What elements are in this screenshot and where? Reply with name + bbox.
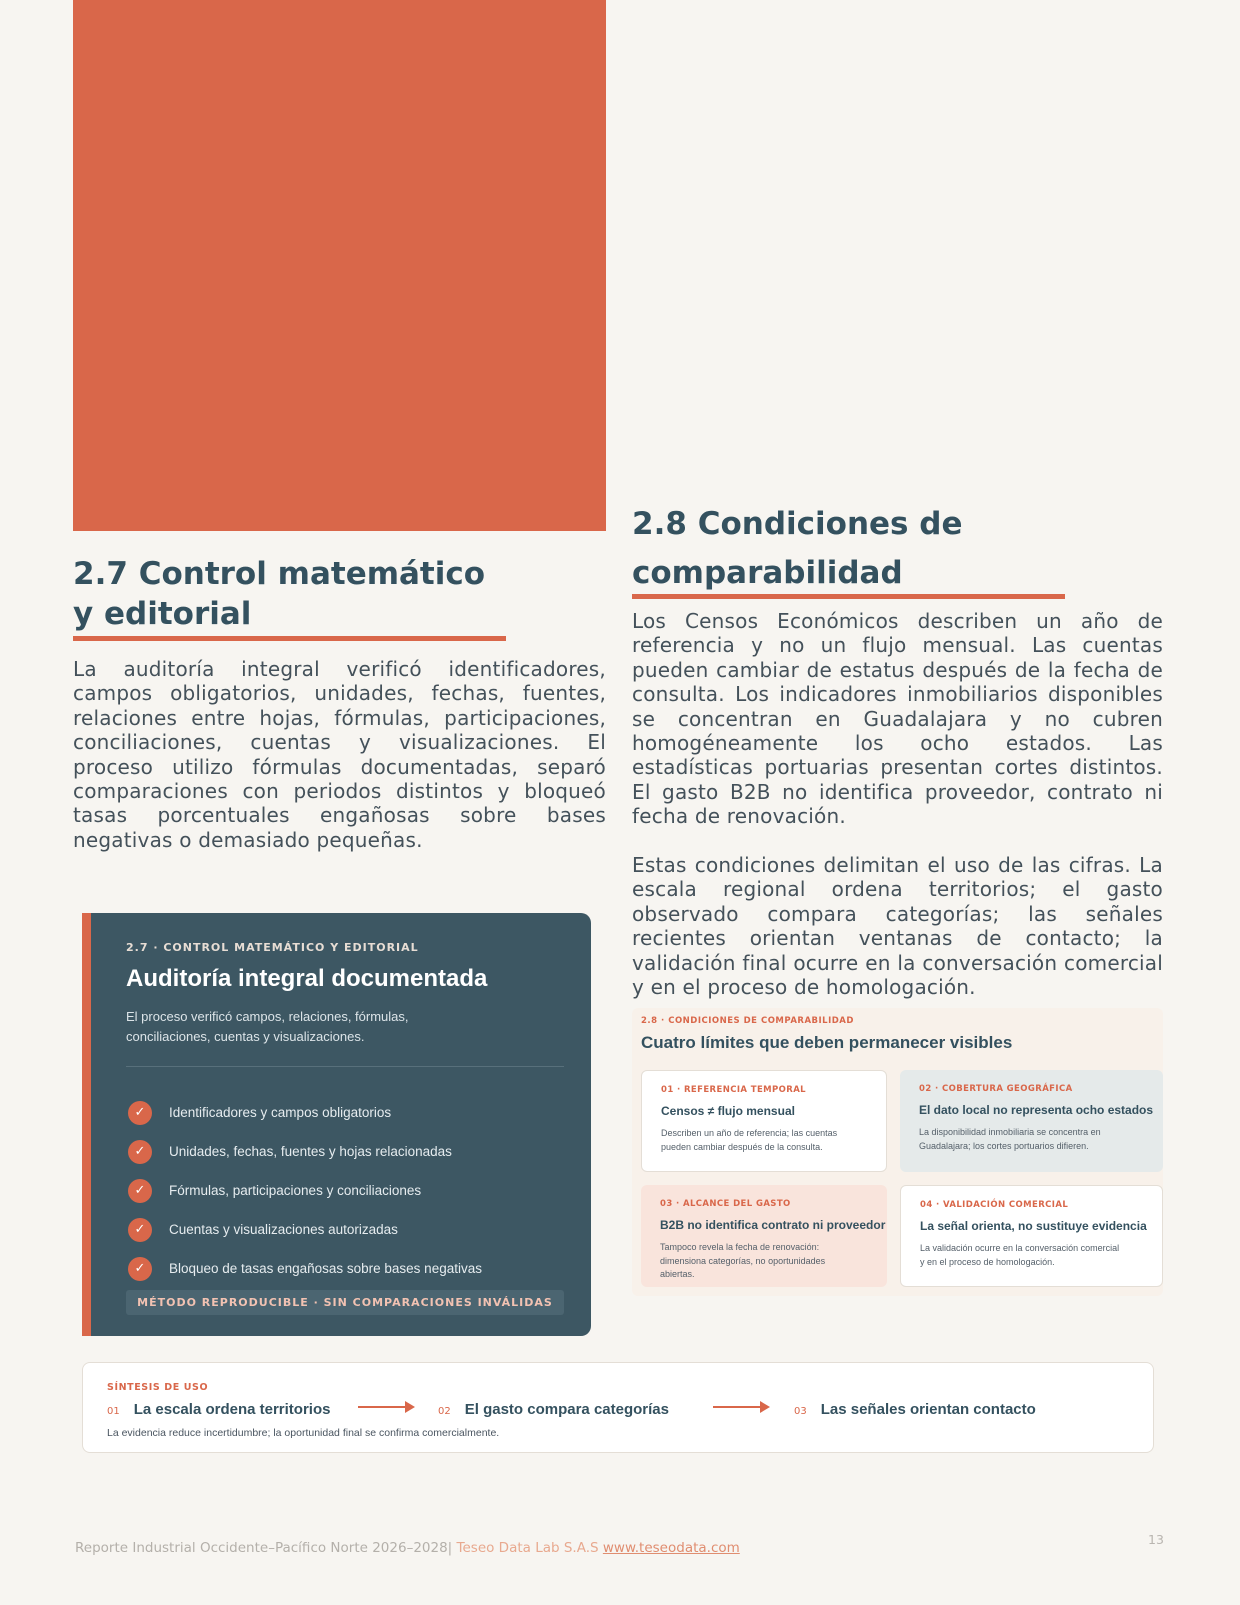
synthesis-step: [794, 1401, 1036, 1418]
limit-box-text: La validación ocurre en la conversación comercial y en el proceso de homologación.: [920, 1243, 1120, 1267]
limit-box-kicker: 01 · REFERENCIA TEMPORAL: [661, 1085, 807, 1095]
synthesis-step-number: 02: [438, 1406, 451, 1417]
audit-card-title: Auditoría integral documentada: [126, 965, 488, 992]
arrow-right-icon: [358, 1406, 413, 1408]
limit-box-geographic: [900, 1070, 1163, 1172]
synthesis-step-number: 03: [794, 1406, 807, 1417]
synthesis-step: [107, 1401, 330, 1418]
synthesis-step: [438, 1401, 669, 1418]
limit-box-kicker: 02 · COBERTURA GEOGRÁFICA: [919, 1084, 1073, 1094]
check-icon: ✓: [128, 1140, 152, 1164]
limit-box-heading: El dato local no representa ocho estados: [919, 1103, 1154, 1117]
comparability-card-eyebrow: 2.8 · CONDICIONES DE COMPARABILIDAD: [641, 1016, 854, 1026]
audit-card-divider: [126, 1066, 564, 1067]
section-27-heading-line1: 2.7 Control matemático: [73, 556, 486, 592]
checklist-item-label: Fórmulas, participaciones y conciliaciones: [169, 1183, 422, 1198]
checklist-item-label: Unidades, fechas, fuentes y hojas relacionadas: [169, 1144, 452, 1159]
decorative-image-block: [73, 0, 606, 531]
limit-box-heading: Censos ≠ flujo mensual: [661, 1104, 795, 1118]
check-icon: ✓: [128, 1257, 152, 1281]
limit-box-kicker: 04 · VALIDACIÓN COMERCIAL: [920, 1200, 1069, 1210]
footer-company: Teseo Data Lab S.A.S: [452, 1540, 603, 1556]
section-27-body: La auditoría integral verificó identificadores, campos obligatorios, unidades, fechas, fuentes, relaciones entre hojas, fórmulas, participaciones, conciliaciones, cuentas y visualizaciones. El proceso utilizo fórmulas documentadas, separó comparaciones con periodos distintos y bloqueó tasas porcentuales engañosas sobre bases negativas o demasiado pequeñas.: [73, 657, 606, 852]
comparability-card: [632, 1008, 1163, 1296]
audit-card-description: El proceso verificó campos, relaciones, fórmulas, conciliaciones, cuentas y visualizaciones.: [126, 1009, 409, 1044]
section-28-paragraph-1: Los Censos Económicos describen un año de referencia y no un flujo mensual. Las cuentas pueden cambiar de estatus después de la fecha de consulta. Los indicadores inmobiliarios disponibles se concentran en Guadalajara y no cubren homogéneamente los ocho estados. Las estadísticas portuarias presentan cortes distintos. El gasto B2B no identifica proveedor, contrato ni fecha de renovación.: [632, 609, 1163, 829]
section-28-heading-line1: 2.8 Condiciones de: [632, 506, 963, 542]
section-28-paragraph-2: Estas condiciones delimitan el uso de las cifras. La escala regional ordena territorios; el gasto observado compara categorías; las señales recientes orientan ventanas de contacto; la validación final ocurre en la conversación comercial y en el proceso de homologación.: [632, 853, 1163, 1000]
limit-box-kicker: 03 · ALCANCE DEL GASTO: [660, 1199, 791, 1209]
checklist-item: [128, 1210, 482, 1249]
checklist-item: [128, 1171, 482, 1210]
synthesis-eyebrow: SÍNTESIS DE USO: [107, 1382, 209, 1393]
check-icon: ✓: [128, 1179, 152, 1203]
limit-box-text: Describen un año de referencia; las cuentas pueden cambiar después de la consulta.: [661, 1128, 838, 1152]
limit-box-spend: [641, 1185, 887, 1287]
audit-card-method-bar: MÉTODO REPRODUCIBLE · SIN COMPARACIONES INVÁLIDAS: [126, 1290, 564, 1315]
limit-box-heading: B2B no identifica contrato ni proveedor: [660, 1218, 886, 1232]
audit-checklist: [128, 1093, 482, 1288]
section-27-heading: [73, 554, 485, 634]
synthesis-step-text: La escala ordena territorios: [133, 1401, 331, 1418]
check-icon: ✓: [128, 1101, 152, 1125]
audit-card: [82, 913, 591, 1336]
arrow-right-icon: [713, 1406, 768, 1408]
comparability-card-title: Cuatro límites que deben permanecer visibles: [641, 1033, 1013, 1052]
section-28-heading: [632, 500, 963, 598]
checklist-item-label: Cuentas y visualizaciones autorizadas: [169, 1222, 398, 1237]
synthesis-step-text: El gasto compara categorías: [464, 1401, 669, 1418]
limit-box-text: Tampoco revela la fecha de renovación: dimensiona categorías, no oportunidades abiertas.: [660, 1242, 826, 1279]
checklist-item-label: Bloqueo de tasas engañosas sobre bases negativas: [169, 1261, 482, 1276]
limit-box-text: La disponibilidad inmobiliaria se concentra en Guadalajara; los cortes portuarios difieren.: [919, 1127, 1101, 1151]
checklist-item: [128, 1093, 482, 1132]
checklist-item-label: Identificadores y campos obligatorios: [169, 1105, 392, 1120]
section-28-heading-rule: [632, 594, 1065, 599]
checklist-item: [128, 1132, 482, 1171]
synthesis-panel: [82, 1362, 1154, 1453]
page-number: 13: [1148, 1532, 1164, 1547]
synthesis-step-number: 01: [107, 1406, 120, 1417]
section-27-heading-line2: y editorial: [73, 596, 252, 632]
limit-box-temporal: [641, 1070, 887, 1172]
footer-report-title: Reporte Industrial Occidente–Pacífico Norte 2026–2028|: [75, 1540, 453, 1556]
limit-box-commercial: [900, 1185, 1163, 1287]
checklist-item: [128, 1249, 482, 1288]
check-icon: ✓: [128, 1218, 152, 1242]
footer-website-link[interactable]: www.teseodata.com: [602, 1540, 740, 1556]
section-27-heading-rule: [73, 636, 506, 641]
limit-box-heading: La señal orienta, no sustituye evidencia: [920, 1219, 1147, 1233]
synthesis-note: La evidencia reduce incertidumbre; la oportunidad final se confirma comercialmente.: [107, 1427, 500, 1439]
audit-card-eyebrow: 2.7 · CONTROL MATEMÁTICO Y EDITORIAL: [126, 941, 419, 954]
page-footer: [75, 1540, 740, 1556]
synthesis-step-text: Las señales orientan contacto: [820, 1401, 1036, 1418]
section-28-heading-line2: comparabilidad: [632, 555, 903, 591]
